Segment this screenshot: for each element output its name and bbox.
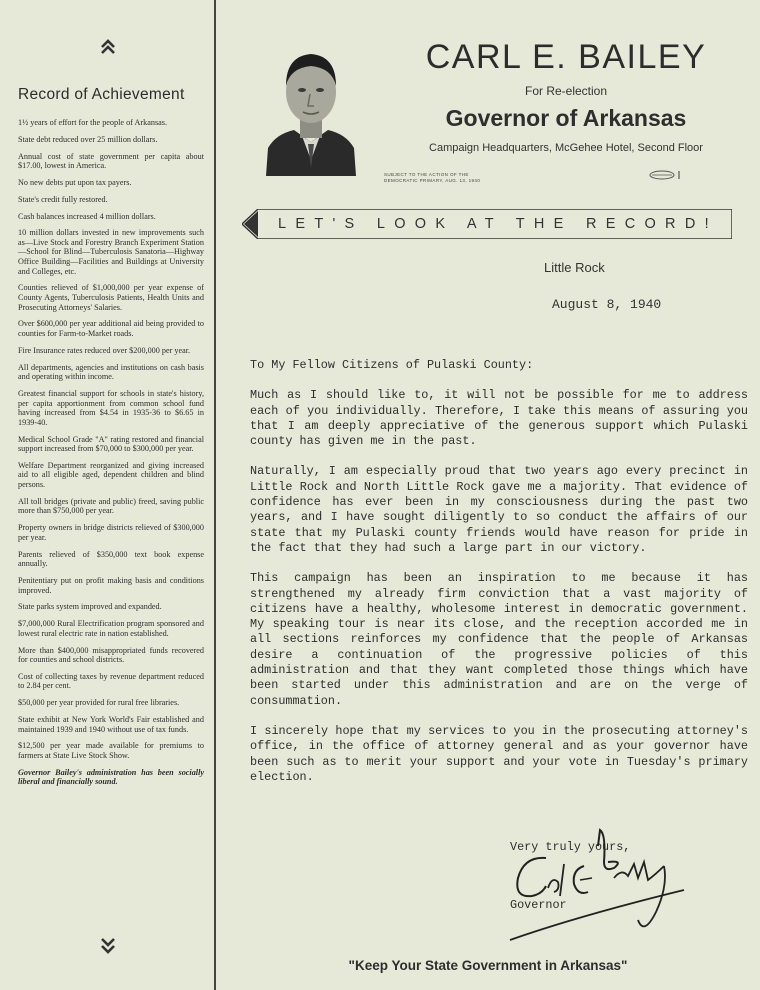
achievement-item: Cash balances increased 4 million dollars. <box>18 211 156 221</box>
achievement-item: 1½ years of effort for the people of Arkansas. <box>18 118 167 127</box>
candidate-portrait <box>264 36 358 176</box>
achievement-item: $7,000,000 Rural Electrification program sponsored and lowest rural electric rate in nation established. <box>18 619 204 638</box>
banner-text: LET'S LOOK AT THE RECORD! <box>278 216 718 232</box>
salutation: To My Fellow Citizens of Pulaski County: <box>250 358 534 372</box>
achievement-item: Welfare Department reorganized and giving increased aid to all eligible aged, dependent children and blind persons. <box>18 460 204 490</box>
letter-closing: Very truly yours, <box>510 840 631 854</box>
achievement-item: Property owners in bridge districts relieved of $300,000 per year. <box>18 523 204 542</box>
letter-body <box>250 358 748 800</box>
letter-paragraph: This campaign has been an inspiration to me because it has strengthened my already firm conviction that a vast majority of citizens have a healthy, wholesome interest in democratic government. My speaking tour is near its close, and the reception accorded me in all sections reinforces my confidence that the people of Arkansas desire a continuation of the progressive policies of this administration and that they want completed those things which have been started under this administration and are on the verge of consummation. <box>250 571 748 708</box>
achievement-item: Governor Bailey's administration has been socially liberal and financially sound. <box>18 767 204 787</box>
double-chevron-up-icon <box>98 36 118 56</box>
footer-slogan: "Keep Your State Government in Arkansas" <box>348 958 628 973</box>
achievement-item: State debt reduced over 25 million dollars. <box>18 134 158 144</box>
achievement-item: Medical School Grade "A" rating restored and financial support increased from $70,000 to $300,000 per year. <box>18 434 204 454</box>
letter-date: August 8, 1940 <box>552 297 662 312</box>
achievement-item: All departments, agencies and institutions on cash basis and operating within income. <box>18 362 204 382</box>
achievement-item: All toll bridges (private and public) freed, saving public more than $750,000 per year. <box>18 496 204 516</box>
achievement-item: No new debts put upon tax payers. <box>18 177 132 187</box>
letter-main <box>216 0 760 990</box>
signer-title: Governor <box>510 898 567 912</box>
union-label-icon <box>648 168 684 182</box>
achievement-item: Parents relieved of $350,000 text book expense annually. <box>18 549 204 569</box>
office-title: Governor of Arkansas <box>445 105 687 131</box>
reelection-line: For Re-election <box>524 84 608 98</box>
achievement-item: $12,500 per year made available for premiums to farmers at State Live Stock Show. <box>18 741 204 760</box>
achievement-item: State parks system improved and expanded. <box>18 602 162 612</box>
achievement-item: Penitentiary put on profit making basis and conditions improved. <box>18 575 204 595</box>
achievement-item: $50,000 per year provided for rural free libraries. <box>18 698 180 708</box>
candidate-name: CARL E. BAILEY <box>425 38 707 76</box>
achievement-item: Counties relieved of $1,000,000 per year expense of County Agents, Tuberculosis Patients, Health Units and Prosecuting Attorneys' Salaries. <box>18 283 204 312</box>
achievement-list <box>18 118 204 794</box>
letter-place: Little Rock <box>544 260 605 275</box>
letter-paragraph: Much as I should like to, it will not be possible for me to address each of you individually. Therefore, I take this means of assuring you that I am deeply appreciative of the generous support which Pulaski county has given me in the past. <box>250 388 748 449</box>
achievement-item: State exhibit at New York World's Fair established and maintained 1939 and 1940 without use of tax funds. <box>18 715 204 734</box>
letter-paragraph: I sincerely hope that my services to you in the prosecuting attorney's office, in the office of attorney general and as your governor have been such as to merit your support and your vote in Tuesday's primary election. <box>250 723 748 784</box>
achievement-item: 10 million dollars invested in new improvements such as—Live Stock and Forestry Branch Experiment Station—School for Blind—Tuberculosis Sanatoria—Highway Office Building—Facilities and Buildings at University and Colleges, etc. <box>18 228 204 276</box>
achievement-item: Cost of collecting taxes by revenue department reduced to 2.84 per cent. <box>18 671 204 691</box>
sidebar-title: Record of Achievement <box>18 86 185 103</box>
letter-paragraph: Naturally, I am especially proud that two years ago every precinct in Little Rock and North Little Rock gave me a majority. That evidence of confidence has ever been in my consciousness during the past two years, and I have sought diligently to so conduct the affairs of our state that my Pulaski county friends would have reason for pride in the fact that they had such a large part in our victory. <box>250 464 748 555</box>
double-chevron-down-icon <box>98 936 118 956</box>
achievement-item: Greatest financial support for schools in state's history, per capita apportionment from common school fund having increased from $4.54 in 1935-36 to $6.65 in 1939-40. <box>18 388 204 427</box>
achievement-item: Annual cost of state government per capita about $17.00, lowest in America. <box>18 151 204 171</box>
achievement-item: More than $400,000 misappropriated funds recovered for counties and school districts. <box>18 645 204 665</box>
achievement-item: Over $600,000 per year additional aid being provided to counties for Farm-to-Market roads. <box>18 319 204 338</box>
achievement-item: Fire Insurance rates reduced over $200,000 per year. <box>18 345 191 355</box>
subject-notice: SUBJECT TO THE ACTION OF THE DEMOCRATIC PRIMARY, AUG. 13, 1940 <box>384 172 481 183</box>
headquarters-line: Campaign Headquarters, McGehee Hotel, Second Floor <box>429 142 703 154</box>
handwritten-signature <box>488 816 688 946</box>
record-sidebar <box>0 0 216 990</box>
achievement-item: State's credit fully restored. <box>18 194 108 204</box>
